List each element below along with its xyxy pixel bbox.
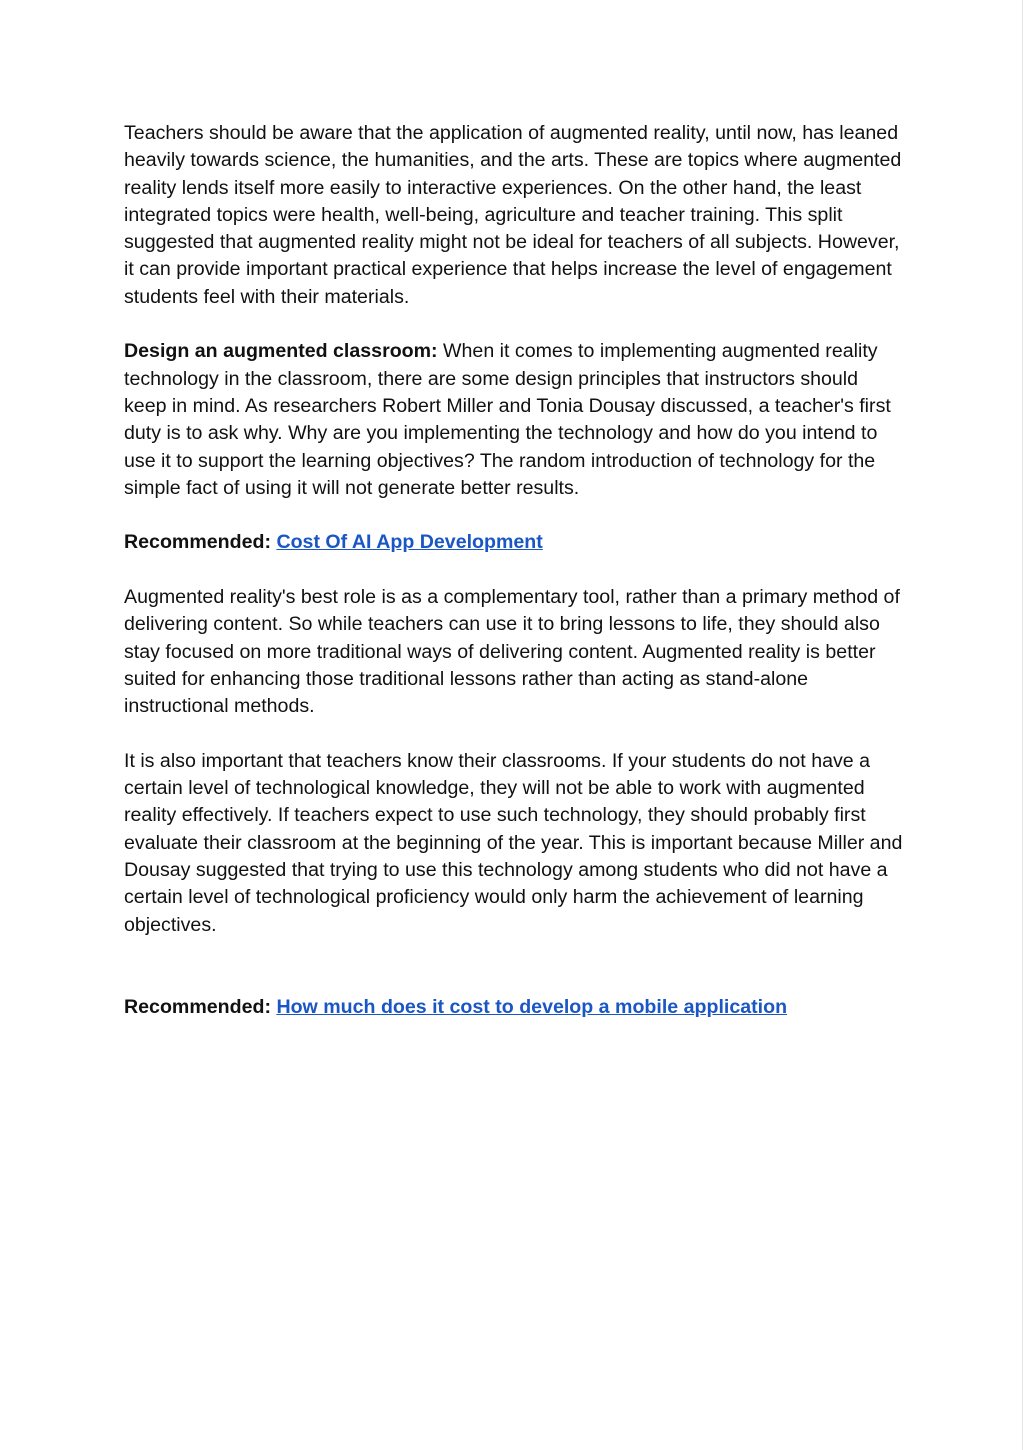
section-text: When it comes to implementing augmented reality technology in the classroom, there are some design principles that instructors should keep in mind. As researchers Robert Miller and Tonia Dousay discussed, a teacher's first duty is to ask why. Why are you implementing the technology and how do you intend to use it to support the learning objectives? The random introduction of technology for the simple fact of using it will not generate better results.: [124, 340, 891, 499]
recommended-link-mobile-app-cost[interactable]: How much does it cost to develop a mobile application: [276, 995, 788, 1018]
paragraph-know-classrooms: It is also important that teachers know their classrooms. If your students do not have a certain level of technological knowledge, they will not be able to work with augmented reality effectively. If teachers expect to use such technology, they should probably first evaluate their classroom at the beginning of the year. This is important because Miller and Dousay suggested that trying to use this technology among students who did not have a certain level of technological proficiency would only harm the achievement of learning objectives.: [124, 749, 903, 936]
recommended-line-1: [124, 529, 904, 556]
recommended-line-2: [124, 994, 904, 1021]
recommended-label-2: Recommended:: [124, 995, 271, 1018]
document-body: [124, 120, 904, 1048]
recommended-link-ai-app-cost[interactable]: Cost Of AI App Development: [276, 531, 543, 554]
recommended-label-1: Recommended:: [124, 531, 271, 554]
paragraph-design-classroom: [124, 338, 904, 502]
section-heading: Design an augmented classroom:: [124, 340, 438, 363]
paragraph-ar-application: Teachers should be aware that the application of augmented reality, until now, has leaned heavily towards science, the humanities, and the arts. These are topics where augmented reality lends itself more easily to interactive experiences. On the other hand, the least integrated topics were health, well-being, agriculture and teacher training. This split suggested that augmented reality might not be ideal for teachers of all subjects. However, it can provide important practical experience that helps increase the level of engagement students feel with their materials.: [124, 122, 902, 308]
paragraph-complementary-tool: Augmented reality's best role is as a complementary tool, rather than a primary method of delivering content. So while teachers can use it to bring lessons to life, they should also stay focused on more traditional ways of delivering content. Augmented reality is better suited for enhancing those traditional lessons rather than acting as stand-alone instructional methods.: [124, 586, 900, 718]
spacer: [124, 966, 904, 993]
